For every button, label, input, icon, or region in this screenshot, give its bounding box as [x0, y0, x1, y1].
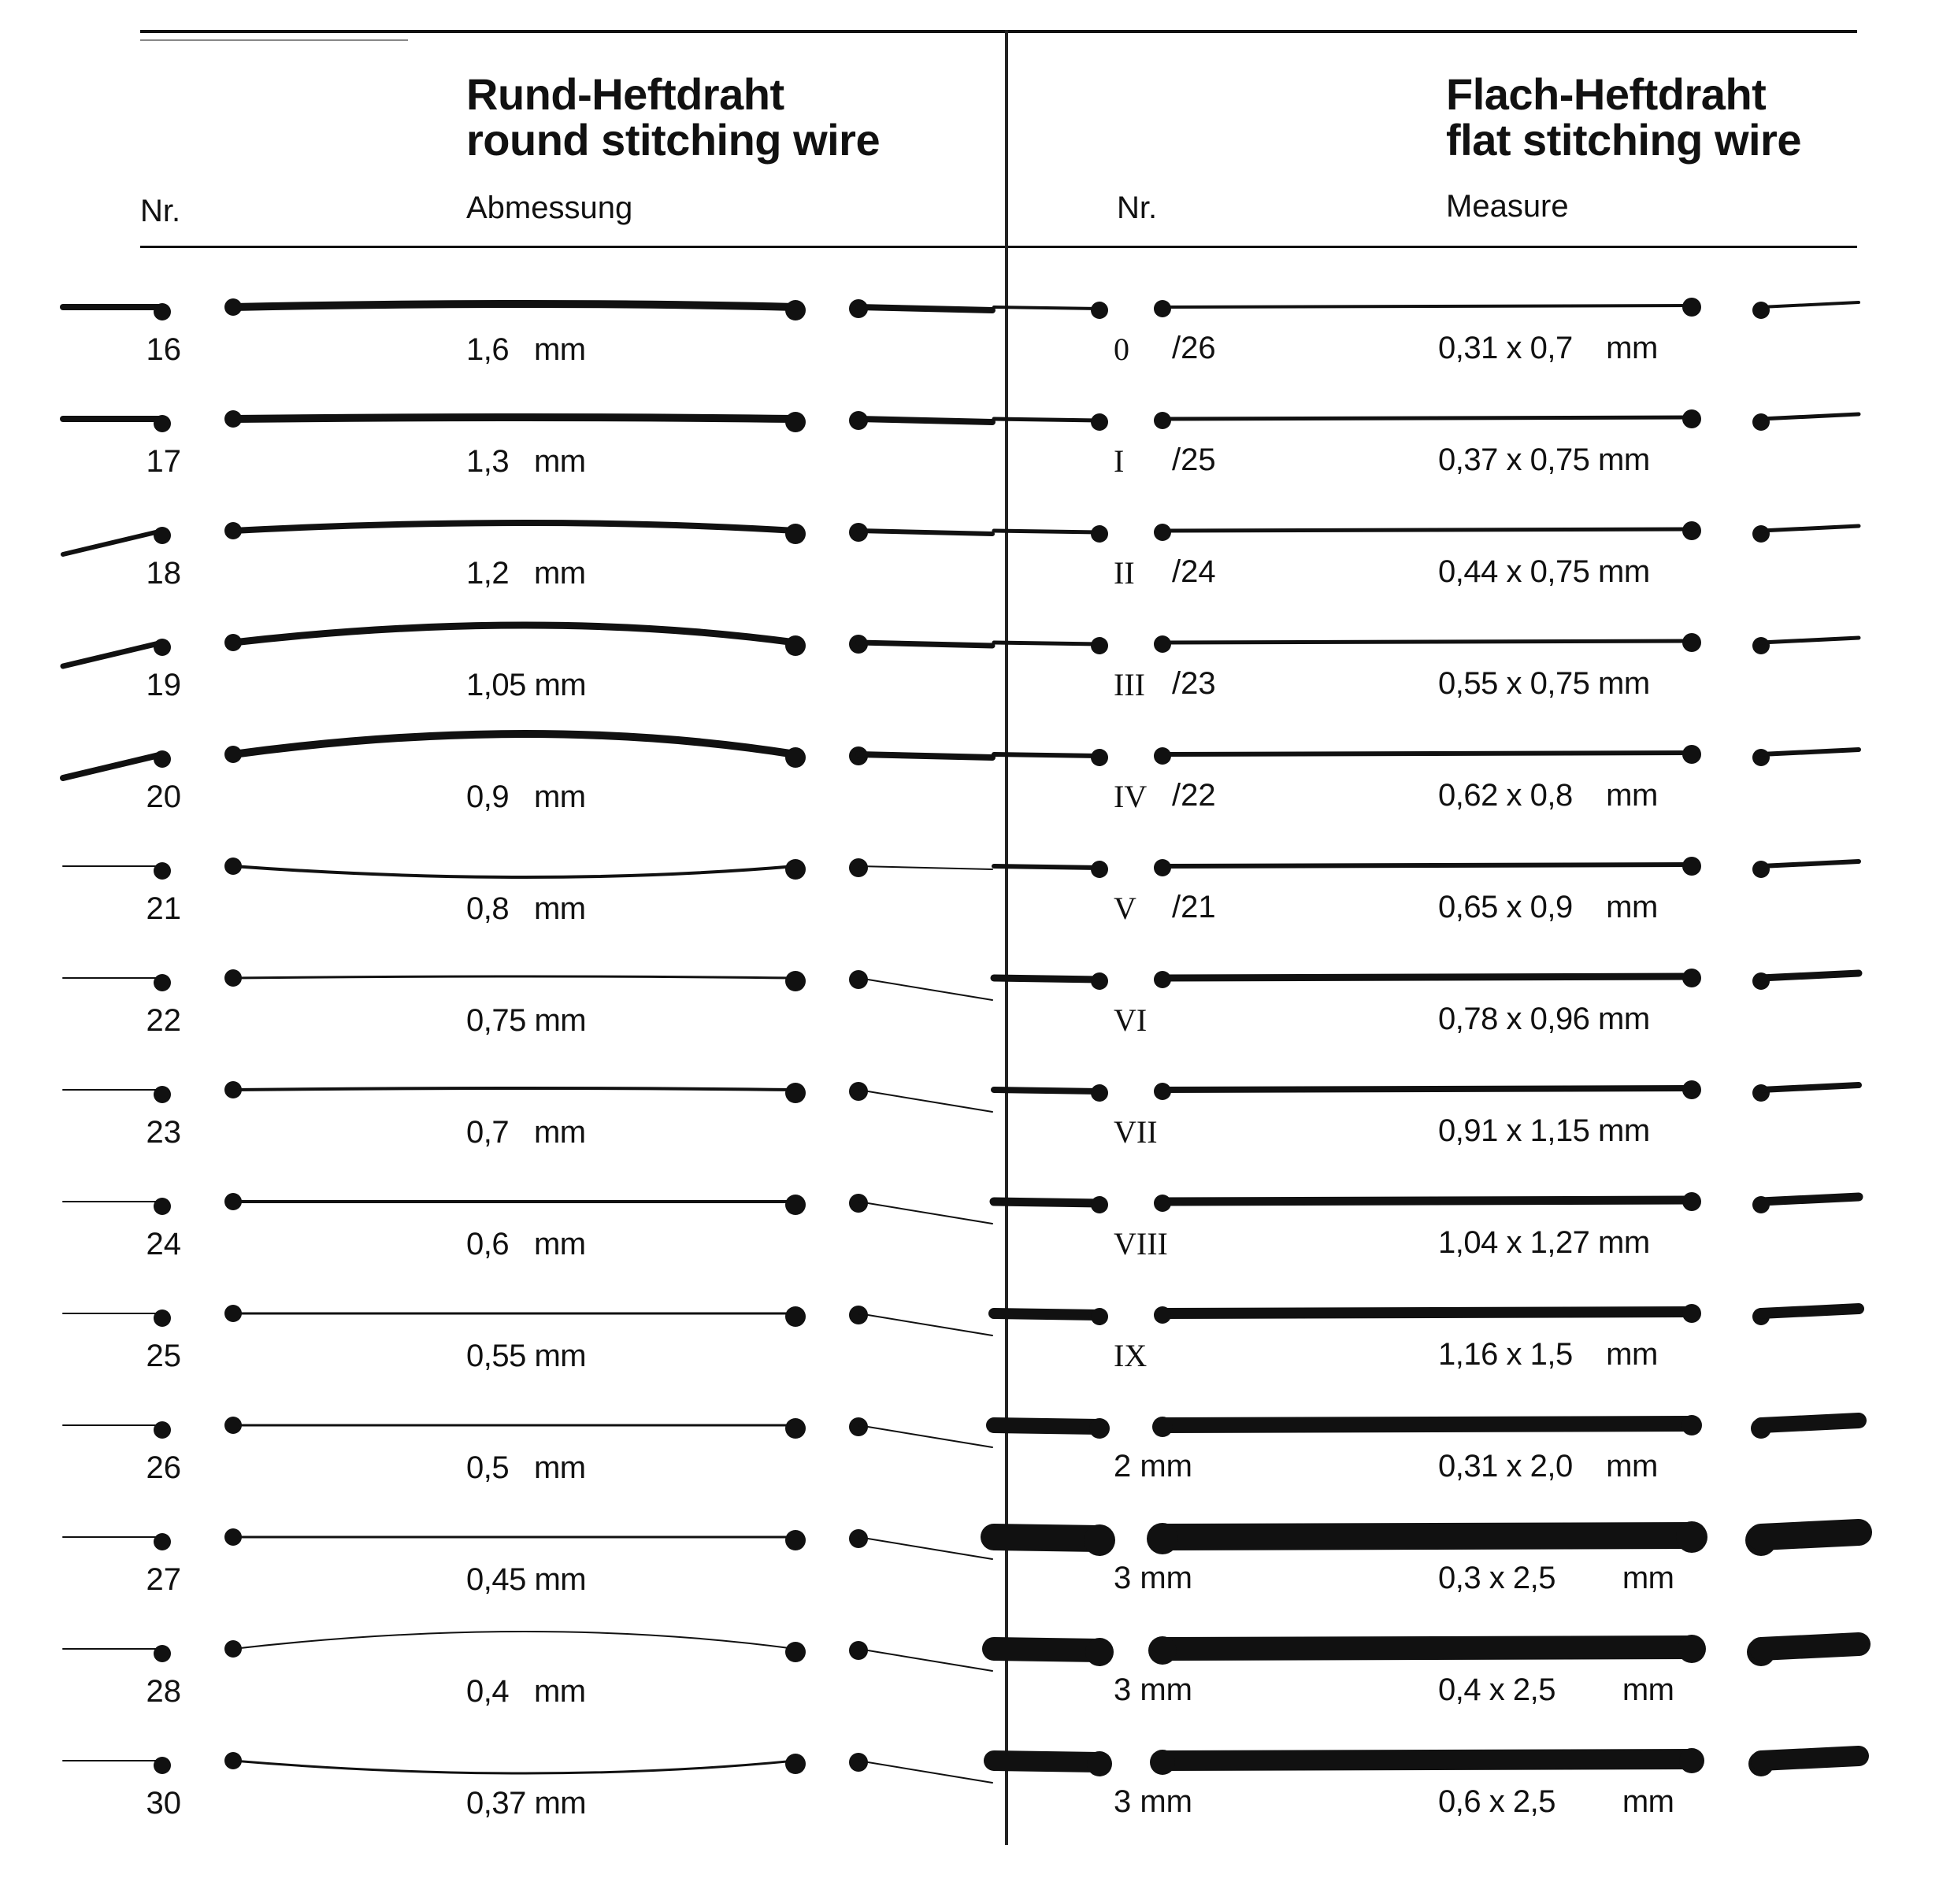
round-nr: 22 [146, 1003, 181, 1038]
round-wire-end [224, 858, 242, 875]
round-wire-end [154, 1309, 171, 1327]
round-wire-end [154, 1533, 171, 1550]
flat-wire-end [1084, 1524, 1115, 1556]
flat-wire-stub [994, 1537, 1099, 1539]
flat-title-en: flat stitching wire [1446, 115, 1801, 165]
flat-nr: IV [1114, 779, 1148, 814]
flat-wire-end [1676, 1521, 1707, 1553]
round-nr: 19 [146, 668, 181, 702]
flat-wire-end [1147, 1523, 1178, 1554]
flat-wire-end [1091, 1308, 1108, 1325]
flat-nr: IX [1114, 1338, 1148, 1373]
round-nr: 24 [146, 1227, 181, 1261]
round-wire-end [785, 412, 806, 432]
flat-wire-end [1091, 525, 1108, 543]
round-nr: 18 [146, 556, 181, 591]
round-wire-end [785, 635, 806, 656]
flat-wire-end [1682, 298, 1701, 317]
flat-wire-end [1154, 859, 1171, 876]
flat-wire-end [1752, 749, 1770, 766]
flat-wire-stub [1761, 1085, 1859, 1090]
flat-wire-sample [1162, 1759, 1692, 1761]
flat-wire-stub [1761, 1644, 1859, 1649]
flat-measure: 0,37 x 0,75 mm [1438, 443, 1650, 477]
round-wire-end [785, 1195, 806, 1215]
round-wire-end [785, 971, 806, 991]
round-wire-end [785, 1754, 806, 1774]
flat-wire-stub [994, 1425, 1099, 1427]
flat-wire-stub [994, 1202, 1099, 1203]
flat-wire-stub [1761, 750, 1859, 754]
flat-wire-stub [1761, 1421, 1859, 1425]
round-wire-end [785, 1083, 806, 1103]
round-wire-end [224, 1640, 242, 1658]
flat-wire-end [1682, 1080, 1701, 1099]
round-wire-end [224, 1417, 242, 1434]
flat-wire-end [1154, 635, 1171, 653]
flat-wire-end [1091, 1196, 1108, 1213]
round-nr: 20 [146, 780, 181, 814]
flat-wire-sample [1162, 1088, 1692, 1090]
round-measure: 0,8 mm [466, 891, 586, 926]
flat-measure: 0,91 x 1,15 mm [1438, 1113, 1650, 1148]
round-nr: 27 [146, 1562, 181, 1597]
flat-wire-stub [994, 1761, 1099, 1762]
flat-nr: VI [1114, 1002, 1148, 1038]
flat-wire-sample [1162, 529, 1692, 531]
round-wire-end [154, 415, 171, 432]
round-measure: 1,3 mm [466, 444, 586, 479]
round-wire-stub [858, 531, 992, 534]
flat-wire-end [1152, 1417, 1173, 1437]
round-wire-sample [233, 734, 795, 754]
round-wire-end [154, 1645, 171, 1662]
flat-wire-sample [1162, 1535, 1692, 1537]
round-measure: 0,45 mm [466, 1562, 587, 1597]
flat-wire-stub [994, 1090, 1099, 1091]
round-wire-end [785, 1306, 806, 1327]
flat-measure: 0,31 x 2,0 mm [1438, 1449, 1658, 1484]
round-wire-end [154, 1757, 171, 1774]
round-wire-end [154, 639, 171, 656]
flat-wire-stub [1761, 638, 1859, 643]
round-wire-end [224, 410, 242, 428]
round-wire-end [785, 747, 806, 768]
flat-wire-end [1752, 302, 1770, 319]
round-measure: 0,7 mm [466, 1115, 586, 1150]
round-wire-end [849, 858, 868, 877]
flat-wire-sample [1162, 753, 1692, 754]
round-nr: 16 [146, 332, 181, 367]
flat-wire-end [1154, 1083, 1171, 1100]
round-measure: 0,4 mm [466, 1674, 586, 1709]
flat-wire-end [1679, 1748, 1704, 1773]
round-measure: 0,9 mm [466, 780, 586, 814]
flat-gauge: /23 [1172, 666, 1216, 701]
round-wire-stub [858, 1537, 992, 1559]
round-wire-sample [233, 1761, 795, 1773]
round-wire-end [785, 1642, 806, 1662]
round-nr: 23 [146, 1115, 181, 1150]
round-wire-end [224, 746, 242, 763]
round-wire-sample [233, 1632, 795, 1649]
round-wire-stub [63, 643, 162, 666]
flat-wire-end [1682, 857, 1701, 876]
flat-wire-end [1150, 1750, 1175, 1775]
round-nr: 26 [146, 1450, 181, 1485]
round-wire-end [154, 750, 171, 768]
flat-nr: VIII [1114, 1226, 1168, 1261]
round-wire-end [224, 1081, 242, 1098]
flat-wire-end [1085, 1638, 1114, 1666]
round-wire-end [785, 1418, 806, 1439]
round-wire-end [154, 1421, 171, 1439]
round-wire-end [224, 522, 242, 539]
flat-wire-end [1752, 637, 1770, 654]
flat-wire-end [1091, 861, 1108, 878]
flat-nr: V [1114, 891, 1136, 926]
round-col-nr: Nr. [140, 194, 181, 228]
flat-gauge: /22 [1172, 778, 1216, 813]
flat-col-measure: Measure [1446, 189, 1569, 224]
flat-wire-end [1087, 1751, 1112, 1776]
round-wire-sample [233, 625, 795, 643]
flat-wire-stub [1761, 414, 1859, 419]
flat-wire-end [1682, 745, 1701, 764]
round-nr: 25 [146, 1339, 181, 1373]
flat-gauge: /26 [1172, 331, 1216, 365]
flat-wire-end [1752, 861, 1770, 878]
round-wire-stub [858, 307, 992, 310]
flat-wire-stub [994, 866, 1099, 868]
flat-wire-end [1682, 409, 1701, 428]
flat-wire-stub [994, 531, 1099, 532]
round-wire-stub [858, 1761, 992, 1783]
flat-nr: 3 mm [1114, 1672, 1192, 1707]
flat-wire-end [1682, 1304, 1701, 1323]
flat-wire-sample [1162, 306, 1692, 307]
flat-wire-end [1091, 413, 1108, 431]
flat-nr: II [1114, 555, 1135, 591]
round-measure: 1,05 mm [466, 668, 587, 702]
round-wire-stub [858, 1090, 992, 1112]
round-measure: 0,5 mm [466, 1450, 586, 1485]
flat-wire-stub [994, 978, 1099, 980]
flat-wire-stub [1761, 1197, 1859, 1202]
round-wire-end [154, 862, 171, 880]
flat-wire-end [1154, 971, 1171, 988]
flat-title-de: Flach-Heftdraht [1446, 69, 1767, 119]
flat-measure: 1,04 x 1,27 mm [1438, 1225, 1650, 1260]
round-wire-end [154, 1198, 171, 1215]
flat-nr: 3 mm [1114, 1561, 1192, 1595]
flat-wire-sample [1162, 1312, 1692, 1313]
round-wire-stub [858, 1649, 992, 1671]
flat-measure: 0,3 x 2,5 mm [1438, 1561, 1674, 1595]
round-wire-end [154, 527, 171, 544]
round-wire-sample [233, 417, 795, 419]
flat-col-nr: Nr. [1117, 191, 1158, 225]
flat-wire-stub [1761, 526, 1859, 531]
flat-nr: 2 mm [1114, 1449, 1192, 1484]
flat-measure: 1,16 x 1,5 mm [1438, 1337, 1658, 1372]
round-wire-stub [858, 1313, 992, 1335]
flat-wire-end [1091, 302, 1108, 319]
flat-wire-end [1682, 521, 1701, 540]
round-wire-end [785, 300, 806, 320]
round-wire-end [224, 1752, 242, 1769]
flat-wire-end [1682, 633, 1701, 652]
round-measure: 0,6 mm [466, 1227, 586, 1261]
flat-wire-end [1091, 637, 1108, 654]
flat-gauge: /24 [1172, 554, 1216, 589]
round-wire-sample [233, 976, 795, 978]
flat-wire-stub [994, 1313, 1099, 1315]
flat-measure: 0,31 x 0,7 mm [1438, 331, 1658, 365]
flat-wire-end [1089, 1418, 1110, 1439]
flat-nr: 3 mm [1114, 1784, 1192, 1819]
round-wire-end [224, 1193, 242, 1210]
round-wire-end [224, 1305, 242, 1322]
flat-wire-end [1148, 1636, 1177, 1665]
flat-wire-stub [1761, 1309, 1859, 1313]
flat-wire-end [1154, 412, 1171, 429]
round-wire-stub [858, 643, 992, 646]
flat-nr: VII [1114, 1114, 1158, 1150]
flat-wire-stub [1761, 302, 1859, 307]
round-nr: 17 [146, 444, 181, 479]
flat-wire-sample [1162, 976, 1692, 978]
flat-wire-end [1678, 1635, 1706, 1663]
flat-wire-stub [1761, 861, 1859, 866]
flat-wire-stub [994, 307, 1099, 309]
round-measure: 0,75 mm [466, 1003, 587, 1038]
flat-wire-stub [994, 643, 1099, 644]
round-measure: 0,55 mm [466, 1339, 587, 1373]
flat-wire-end [1154, 1306, 1171, 1324]
round-wire-sample [233, 1088, 795, 1090]
flat-wire-stub [1761, 1756, 1859, 1761]
flat-wire-end [1154, 524, 1171, 541]
round-measure: 1,2 mm [466, 556, 586, 591]
round-wire-end [224, 298, 242, 316]
flat-wire-end [1154, 747, 1171, 765]
flat-gauge: /25 [1172, 443, 1216, 477]
flat-wire-sample [1162, 1424, 1692, 1425]
round-wire-end [154, 1086, 171, 1103]
flat-wire-sample [1162, 865, 1692, 866]
flat-wire-end [1091, 749, 1108, 766]
flat-wire-stub [994, 419, 1099, 420]
flat-measure: 0,55 x 0,75 mm [1438, 666, 1650, 701]
flat-measure: 0,78 x 0,96 mm [1438, 1002, 1650, 1036]
flat-wire-end [1154, 300, 1171, 317]
flat-wire-end [1752, 413, 1770, 431]
round-wire-stub [858, 978, 992, 1000]
round-wire-stub [63, 531, 162, 554]
round-wire-end [154, 303, 171, 320]
round-wire-stub [858, 419, 992, 422]
flat-wire-end [1682, 969, 1701, 987]
round-wire-sample [233, 304, 795, 307]
flat-wire-stub [994, 754, 1099, 756]
round-measure: 1,6 mm [466, 332, 586, 367]
round-wire-end [785, 524, 806, 544]
flat-wire-end [1682, 1192, 1701, 1211]
flat-nr: III [1114, 667, 1145, 702]
round-wire-end [224, 634, 242, 651]
round-wire-stub [63, 754, 162, 778]
round-wire-end [785, 859, 806, 880]
flat-measure: 0,44 x 0,75 mm [1438, 554, 1650, 589]
flat-wire-stub [1761, 973, 1859, 978]
flat-measure: 0,6 x 2,5 mm [1438, 1784, 1674, 1819]
round-wire-sample [233, 523, 795, 531]
flat-measure: 0,65 x 0,9 mm [1438, 890, 1658, 924]
round-wire-stub [858, 754, 992, 758]
flat-wire-end [1681, 1415, 1702, 1435]
flat-wire-end [1091, 1084, 1108, 1102]
flat-nr: I [1114, 443, 1125, 479]
round-nr: 21 [146, 891, 181, 926]
round-title-de: Rund-Heftdraht [466, 69, 784, 119]
flat-measure: 0,4 x 2,5 mm [1438, 1672, 1674, 1707]
flat-wire-sample [1162, 1647, 1692, 1649]
flat-gauge: /21 [1172, 890, 1216, 924]
round-col-measure: Abmessung [466, 191, 633, 225]
flat-wire-end [1091, 972, 1108, 990]
round-wire-end [785, 1530, 806, 1550]
round-wire-sample [233, 866, 795, 877]
round-wire-stub [858, 866, 992, 869]
flat-wire-sample [1162, 641, 1692, 643]
round-wire-stub [858, 1425, 992, 1447]
round-nr: 28 [146, 1674, 181, 1709]
flat-wire-end [1154, 1195, 1171, 1212]
round-measure: 0,37 mm [466, 1786, 587, 1821]
round-wire-end [154, 974, 171, 991]
flat-nr: 0 [1114, 332, 1129, 367]
flat-wire-sample [1162, 417, 1692, 419]
flat-wire-sample [1162, 1200, 1692, 1202]
flat-wire-stub [994, 1649, 1099, 1650]
flat-measure: 0,62 x 0,8 mm [1438, 778, 1658, 813]
round-title-en: round stitching wire [466, 115, 881, 165]
round-wire-stub [858, 1202, 992, 1224]
round-nr: 30 [146, 1786, 181, 1821]
round-wire-end [224, 969, 242, 987]
flat-wire-end [1752, 525, 1770, 543]
round-wire-end [224, 1528, 242, 1546]
flat-wire-stub [1761, 1532, 1859, 1537]
